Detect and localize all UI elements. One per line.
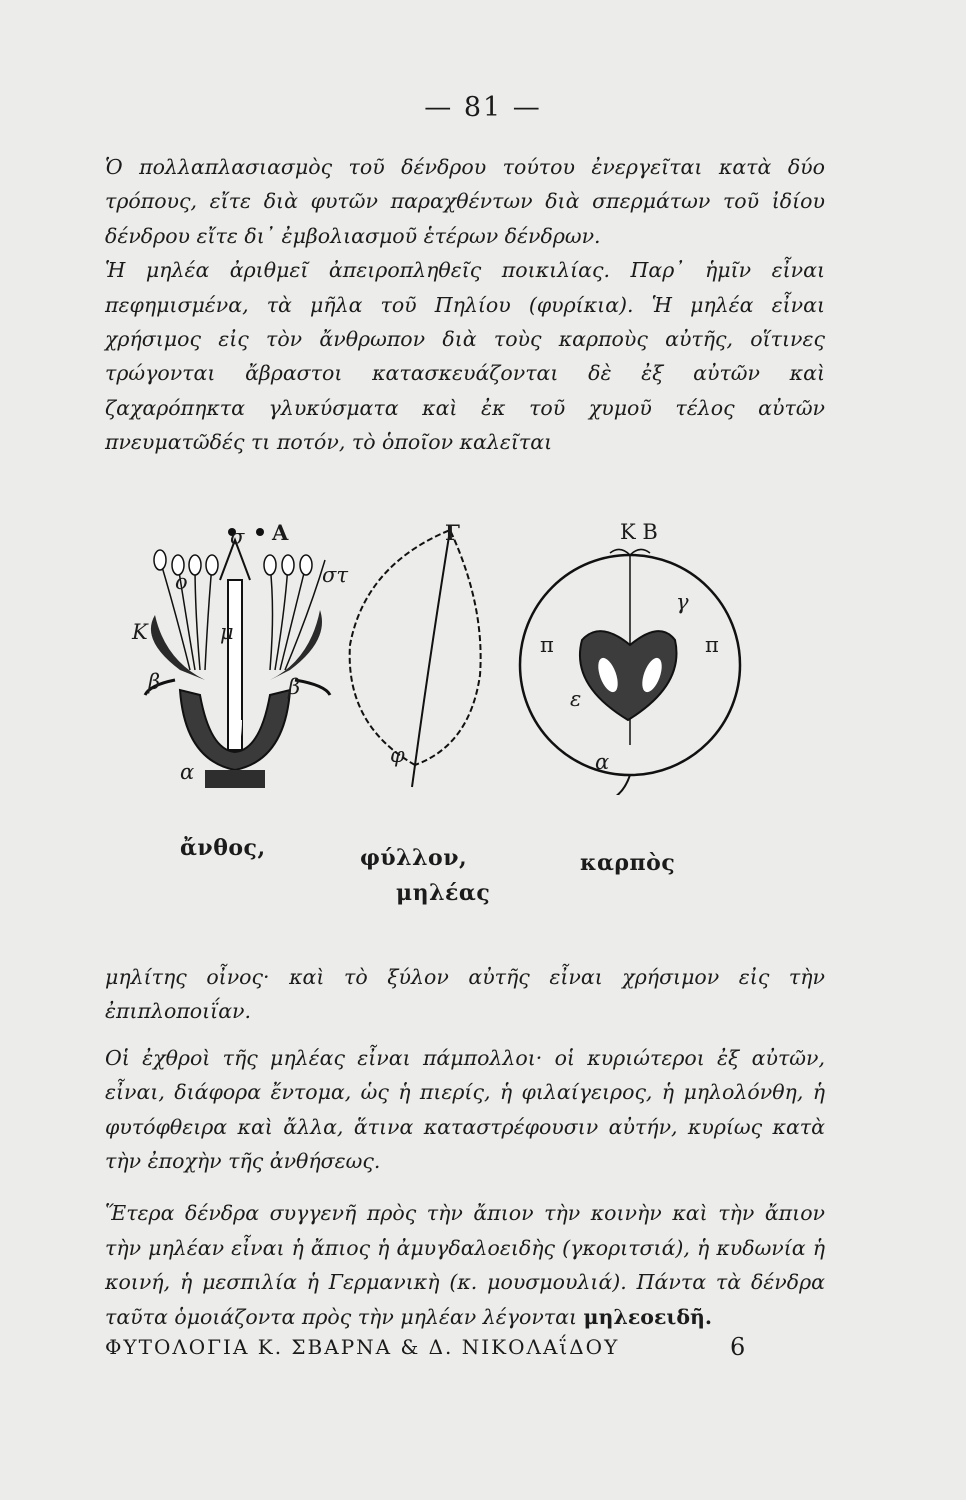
body-text-bottom xyxy=(105,960,825,1334)
body-text-top xyxy=(105,150,825,460)
label-pi-left: π xyxy=(540,633,554,657)
paragraph-varieties: Ἡ μηλέα ἀριθμεῖ ἀπειροπληθεῖς ποικιλίας. Παρ᾽ ἡμῖν εἶναι πεφημισμένα, τὰ μῆλα τοῦ Πηλίου (φυρίκια). Ἡ μηλέα εἶναι χρήσιμος εἰς τὸν ἄνθρωπον διὰ τοὺς καρποὺς αὐτῆς, οἵτινες τρώγονται ἄβραστοι κατασκευάζονται δὲ ἐξ αὐτῶν καὶ ζαχαρόπηκτα γλυκύσματα καὶ ἐκ τοῦ χυμοῦ τέλος αὐτῶν πνευματῶδές τι ποτόν, τὸ ὁποῖον καλεῖται xyxy=(105,258,825,455)
figures-area xyxy=(100,515,840,815)
leaf-illustration xyxy=(340,525,490,795)
related-trees-text: Ἕτερα δένδρα συγγενῆ πρὸς τὴν ἄπιον τὴν κοινὴν καὶ τὴν ἄπιον τὴν μηλέαν εἶναι ἡ ἄπιος ἡ ἀμυγδαλοειδὴς (γκοριτσιά), ἡ κυδωνία ἡ κοινή, ἡ μεσπιλία ἡ Γερμανικὴ (κ. μουσμουλιά). Πάντα τὰ δένδρα ταῦτα ὁμοιάζοντα πρὸς τὴν μηλέαν λέγονται xyxy=(105,1201,825,1329)
flower-illustration xyxy=(120,520,350,790)
paragraph-propagation: Ὁ πολλαπλασιασμὸς τοῦ δένδρου τούτου ἐνεργεῖται κατὰ δύο τρόπους, εἴτε διὰ φυτῶν παραχθέντων διὰ σπερμάτων τοῦ ἰδίου δένδρου εἴτε δι᾽ ἐμβολιασμοῦ ἑτέρων δένδρων. xyxy=(105,155,825,248)
caption-flower: ἄνθος, xyxy=(180,835,266,861)
caption-apple-tree: μηλέας xyxy=(396,880,491,906)
caption-fruit: καρπὸς xyxy=(580,850,676,876)
label-epsilon: ε xyxy=(570,687,582,711)
label-pi-right: π xyxy=(705,633,719,657)
footer-title: ΦΥΤΟΛΟΓΙΑ Κ. ΣΒΑΡΝΑ & Δ. ΝΙΚΟΛΑΐΔΟΥ xyxy=(105,1335,620,1359)
label-sigma: σ xyxy=(230,525,245,549)
paragraph-wine: μηλίτης οἶνος· καὶ τὸ ξύλον αὐτῆς εἶναι χρήσιμον εἰς τὴν ἐπιπλοποιΐαν. xyxy=(105,965,825,1024)
paragraph-related-trees xyxy=(105,1196,825,1334)
label-o: ο xyxy=(175,570,188,594)
caption-leaf: φύλλον, xyxy=(360,845,468,871)
paragraph-enemies: Οἱ ἐχθροὶ τῆς μηλέας εἶναι πάμπολλοι· οἱ κυριώτεροι ἐξ αὐτῶν, εἶναι, διάφορα ἔντομα, ὡς ἡ πιερίς, ἡ φιλαίγειρος, ἡ μηλολόνθη, ἡ φυτόφθειρα καὶ ἄλλα, ἅτινα καταστρέφουσιν αὐτήν, κυρίως κατὰ τὴν ἐποχὴν τῆς ἀνθήσεως. xyxy=(105,1045,825,1174)
label-A: Α xyxy=(272,520,289,545)
page-number: — 81 — xyxy=(424,92,542,123)
label-gamma: γ xyxy=(676,590,689,614)
term-meleoeide: μηλεοειδῆ. xyxy=(583,1304,713,1329)
fruit-illustration xyxy=(510,535,750,795)
footer-signature-number: 6 xyxy=(730,1333,746,1361)
label-phi: φ xyxy=(390,743,405,767)
label-G: Γ xyxy=(445,520,460,545)
label-st: στ xyxy=(322,563,348,587)
label-a: α xyxy=(180,760,195,784)
label-KB: Κ Β xyxy=(620,520,658,544)
label-mu: μ xyxy=(220,620,234,644)
label-b-left: β xyxy=(148,670,161,694)
label-K: Κ xyxy=(132,620,148,644)
label-a-fruit: α xyxy=(595,750,610,774)
label-b-right: β xyxy=(288,675,301,699)
